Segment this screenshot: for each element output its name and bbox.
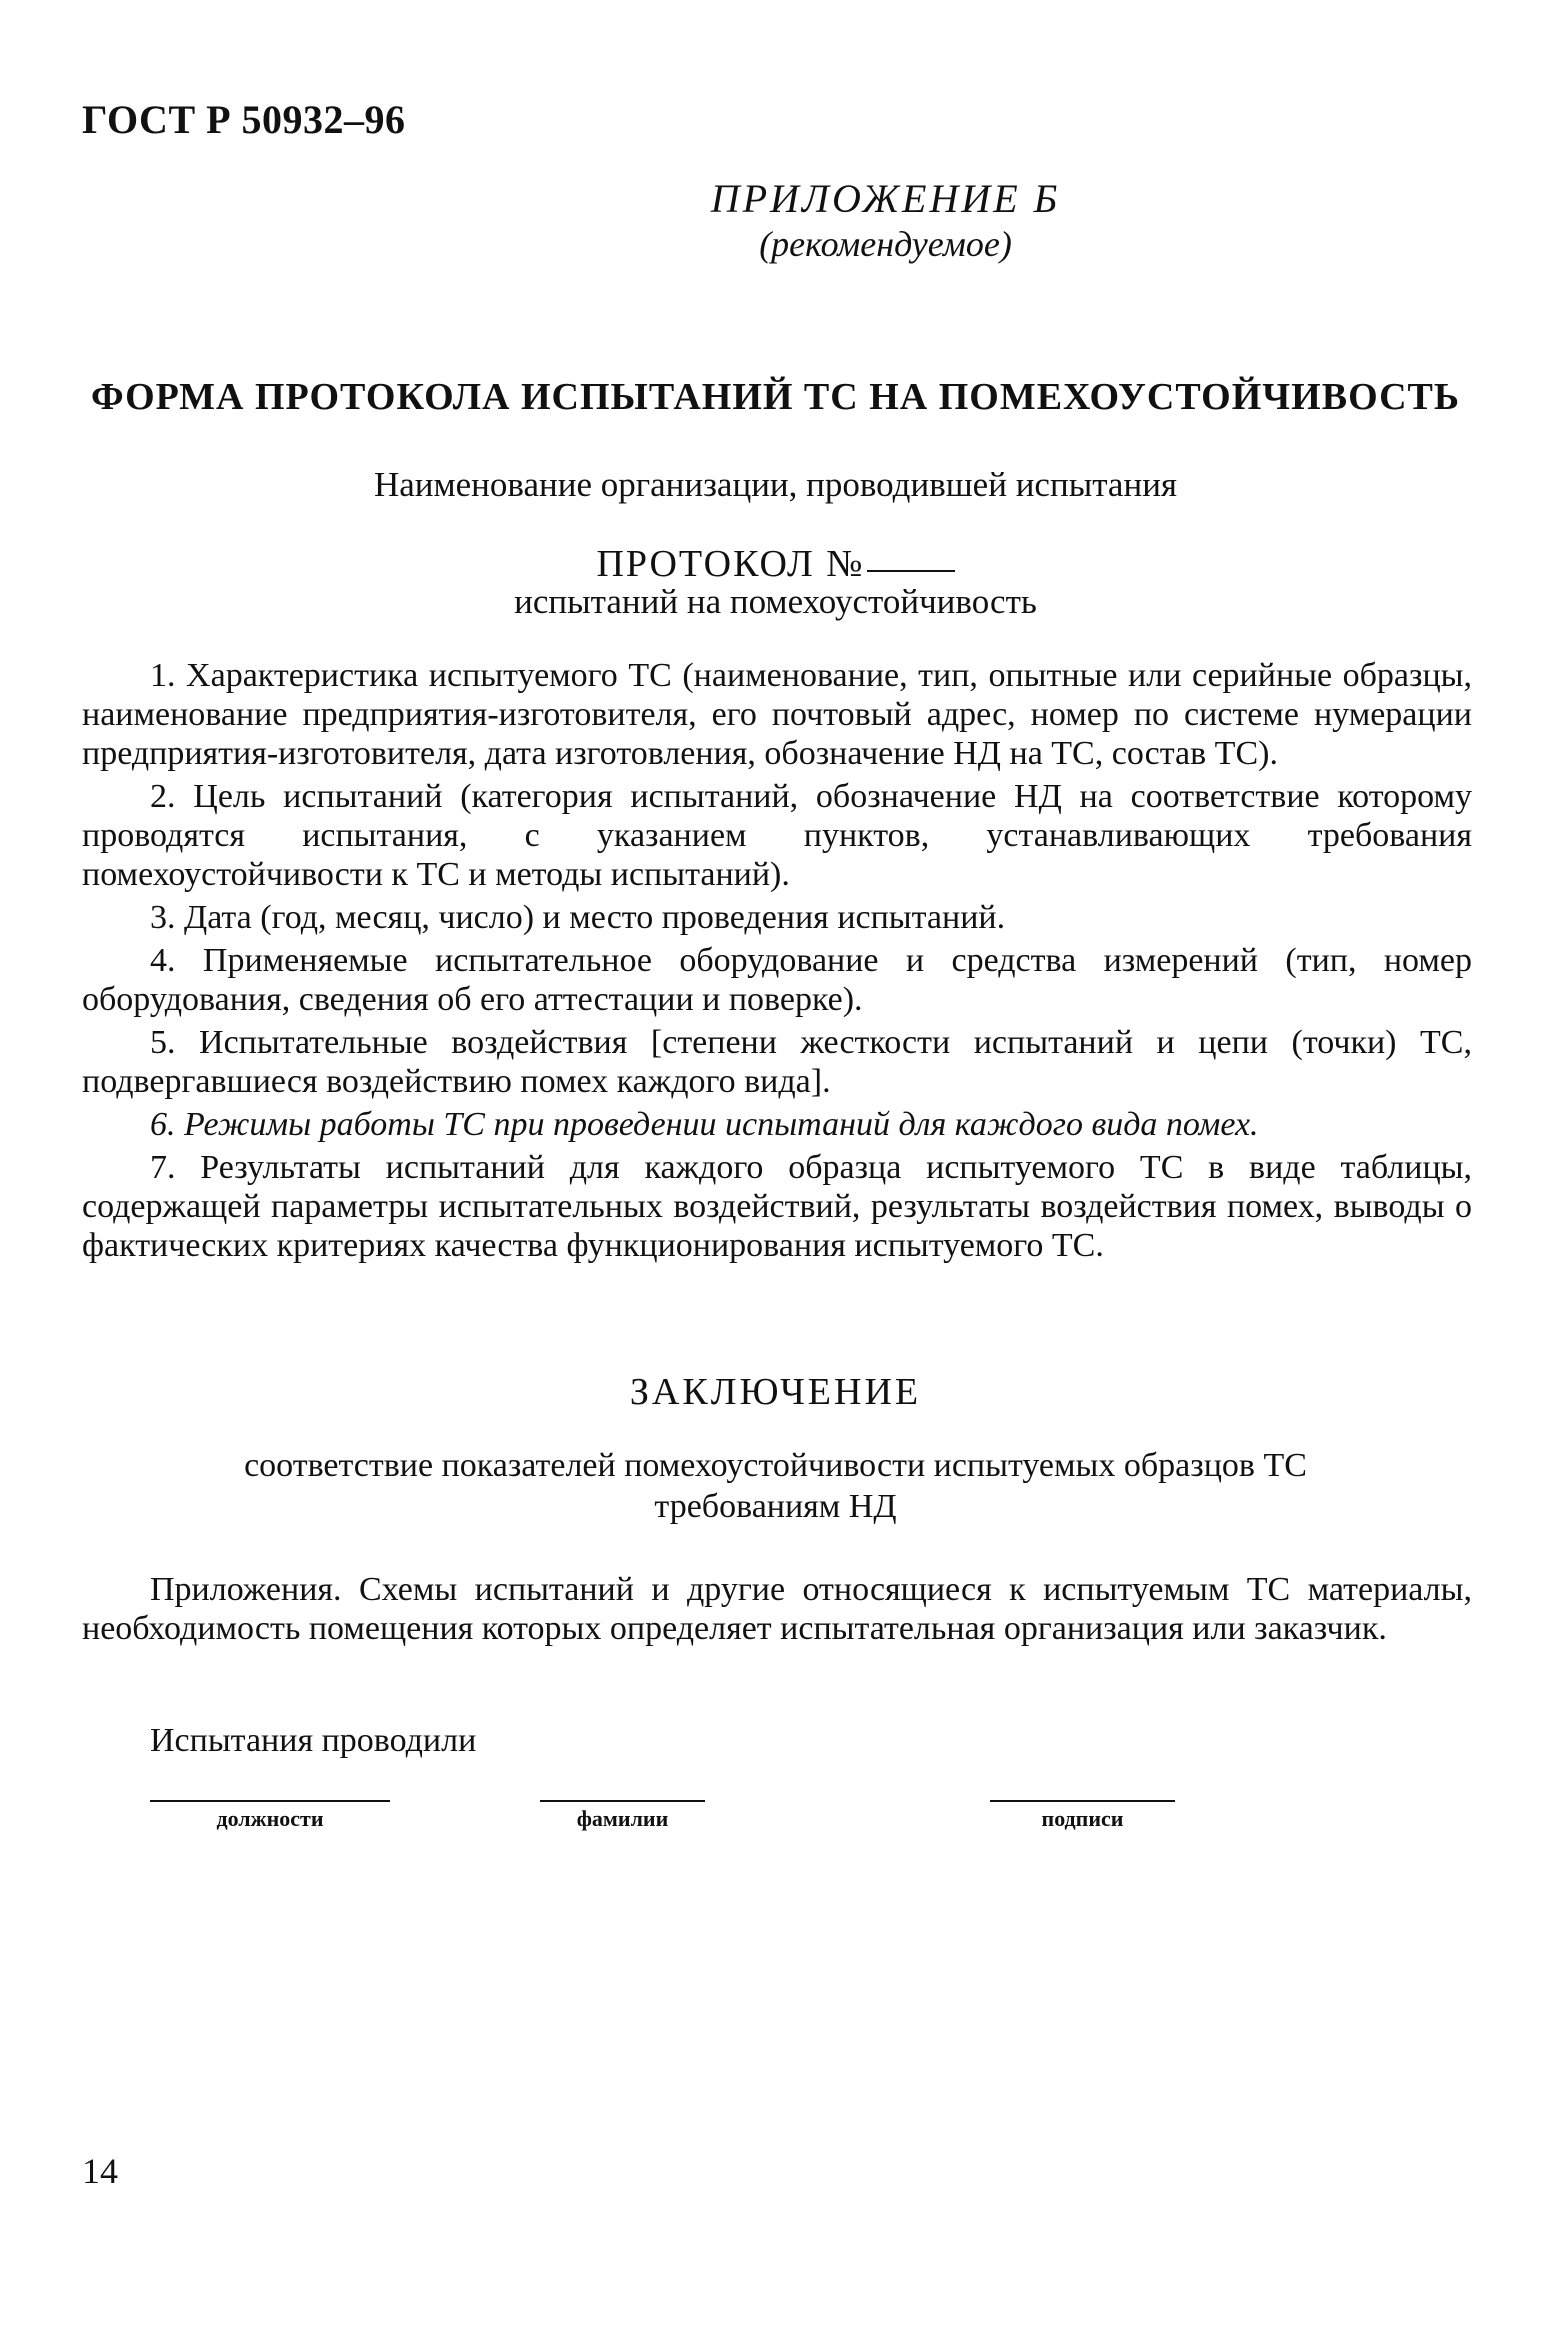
conclusion-text	[0, 1445, 1551, 1527]
conclusion-line-1: соответствие показателей помехоустойчивости испытуемых образцов ТС	[244, 1447, 1307, 1484]
list-item: 7. Результаты испытаний для каждого образца испытуемого ТС в виде таблицы, содержащей параметры испытательных воздействий, результаты воздействия помех, выводы о фактических критериях качества функционирования испытуемого ТС.	[82, 1149, 1472, 1264]
protocol-number-blank	[867, 570, 955, 572]
list-item: 5. Испытательные воздействия [степени жесткости испытаний и цепи (точки) ТС, подвергавшиеся воздействию помех каждого вида].	[82, 1024, 1472, 1100]
document-code: ГОСТ Р 50932–96	[82, 97, 406, 142]
list-item: 2. Цель испытаний (категория испытаний, обозначение НД на соответствие которому проводятся испытания, с указанием пунктов, устанавливающих требования помехоустойчивости к ТС и методы испытаний).	[82, 778, 1472, 893]
list-item: 1. Характеристика испытуемого ТС (наименование, тип, опытные или серийные образцы, наименование предприятия-изготовителя, его почтовый адрес, номер по системе нумерации предприятия-изготовителя, дата изготовления, обозначение НД на ТС, состав ТС).	[82, 657, 1472, 772]
conclusion-line-2: требованиям НД	[654, 1488, 897, 1525]
list-item: 3. Дата (год, месяц, число) и место проведения испытаний.	[150, 899, 1006, 936]
signature-caption-signatures: подписи	[1041, 1806, 1124, 1831]
signature-line	[990, 1800, 1175, 1802]
protocol-title-text: ПРОТОКОЛ №	[596, 543, 865, 585]
signature-field-names	[540, 1800, 705, 1832]
appendix-note: (рекомендуемое)	[759, 224, 1012, 264]
list-item: 4. Применяемые испытательное оборудование и средства измерений (тип, номер оборудования, сведения об его аттестации и поверке).	[82, 942, 1472, 1018]
form-title: ФОРМА ПРОТОКОЛА ИСПЫТАНИЙ ТС НА ПОМЕХОУСТОЙЧИВОСТЬ	[91, 376, 1460, 418]
page-number: 14	[82, 2151, 118, 2191]
signature-caption-positions: должности	[216, 1806, 324, 1831]
signature-field-signatures	[990, 1800, 1175, 1832]
appendix-title: ПРИЛОЖЕНИЕ Б	[710, 176, 1061, 221]
testers-label: Испытания проводили	[150, 1722, 477, 1759]
signature-line	[540, 1800, 705, 1802]
attachments-paragraph: Приложения. Схемы испытаний и другие относящиеся к испытуемым ТС материалы, необходимость помещения которых определяет испытательная организация или заказчик.	[82, 1571, 1472, 1647]
protocol-title	[0, 542, 1551, 586]
signature-field-positions	[150, 1800, 390, 1832]
protocol-subtitle: испытаний на помехоустойчивость	[514, 582, 1037, 621]
signature-caption-names: фамилии	[576, 1806, 669, 1831]
signature-line	[150, 1800, 390, 1802]
protocol-items-list	[82, 656, 1472, 1269]
conclusion-title: ЗАКЛЮЧЕНИЕ	[629, 1371, 922, 1413]
organization-name-label: Наименование организации, проводившей испытания	[373, 465, 1178, 504]
list-item: 6. Режимы работы ТС при проведении испытаний для каждого вида помех.	[150, 1106, 1259, 1143]
